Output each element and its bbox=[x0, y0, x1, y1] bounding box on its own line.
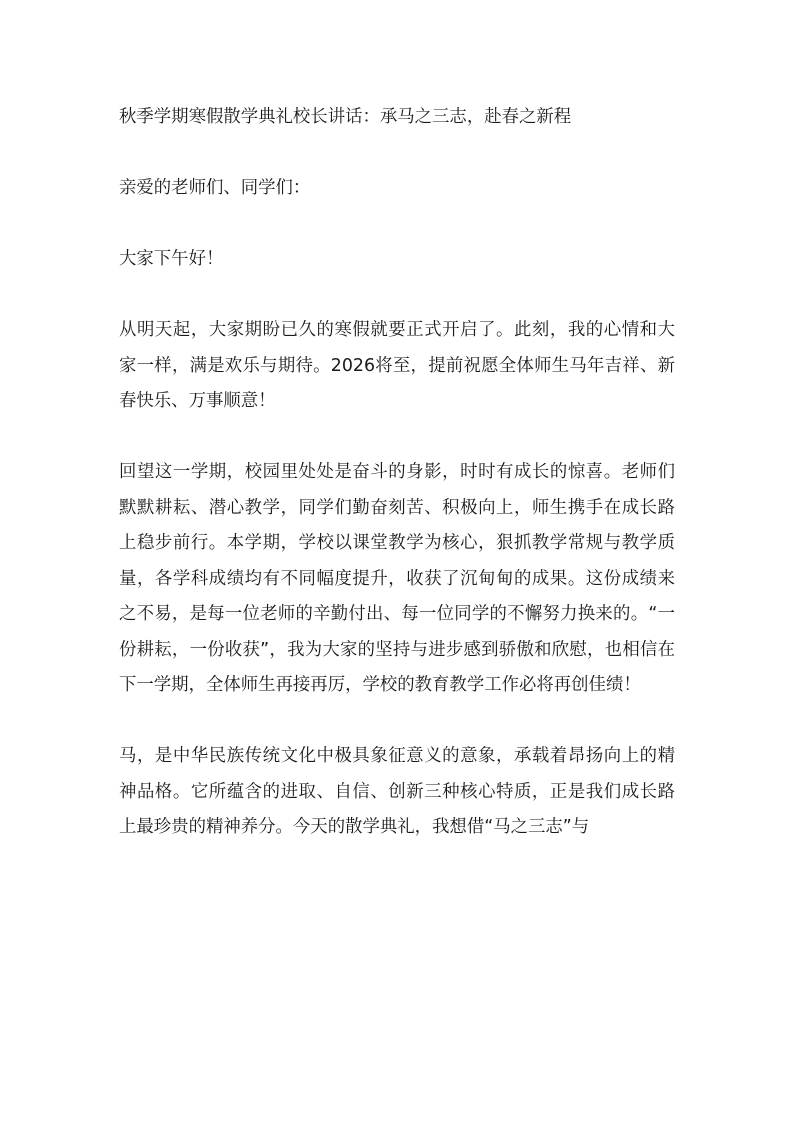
document-title: 秋季学期寒假散学典礼校长讲话：承马之三志，赴春之新程 bbox=[119, 107, 572, 127]
paragraph-horse-spirit: 马，是中华民族传统文化中极具象征意义的意象，承载着昂扬向上的精神品格。它所蕴含的进取、自信、创新三种核心特质，正是我们成长路上最珍贵的精神养分。今天的散学典礼，我想借“马之三志”与 bbox=[119, 746, 675, 837]
paragraph-new-year-wishes: 从明天起，大家期盼已久的寒假就要正式开启了。此刻，我的心情和大家一样，满是欢乐与期待。2026将至，提前祝愿全体师生马年吉祥、新春快乐、万事顺意！ bbox=[119, 320, 675, 411]
salutation: 亲爱的老师们、同学们： bbox=[119, 178, 311, 198]
paragraph-semester-review: 回望这一学期，校园里处处是奋斗的身影，时时有成长的惊喜。老师们默默耕耘、潜心教学，同学们勤奋刻苦、积极向上，师生携手在成长路上稳步前行。本学期，学校以课堂教学为核心，狠抓教学常规与教学质量，各学科成绩均有不同幅度提升，收获了沉甸甸的成果。这份成绩来之不易，是每一位老师的辛勤付出、每一位同学的不懈努力换来的。“一份耕耘，一份收获”，我为大家的坚持与进步感到骄傲和欣慰，也相信在下一学期，全体师生再接再厉，学校的教育教学工作必将再创佳绩！ bbox=[119, 462, 675, 695]
document-body bbox=[119, 100, 675, 881]
greeting: 大家下午好！ bbox=[119, 249, 224, 269]
